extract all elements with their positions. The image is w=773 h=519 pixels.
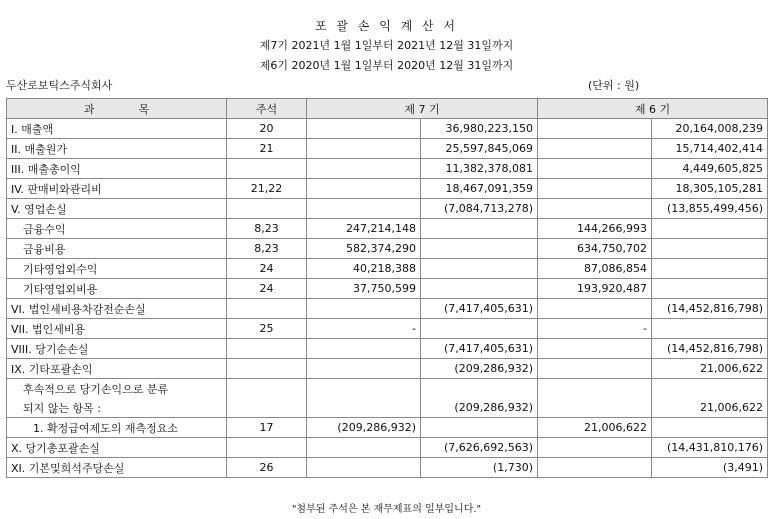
row-prior-total <box>652 279 768 299</box>
row-note <box>227 299 307 319</box>
row-current-total: (7,626,692,563) <box>421 438 538 458</box>
period-prior: 제6기 2020년 1월 1일부터 2020년 12월 31일까지 <box>259 59 514 72</box>
row-prior-sub: 21,006,622 <box>538 418 652 438</box>
row-label: X. 당기총포괄손실 <box>7 438 227 458</box>
row-current-sub: (209,286,932) <box>307 418 421 438</box>
row-current-sub: 37,750,599 <box>307 279 421 299</box>
row-current-total <box>421 259 538 279</box>
row-current-sub <box>307 179 421 199</box>
header-item: 과 목 <box>7 99 227 119</box>
row-prior-sub: 144,266,993 <box>538 219 652 239</box>
row-prior-total <box>652 259 768 279</box>
table-row <box>7 219 768 239</box>
row-current-sub <box>307 299 421 319</box>
row-prior-sub <box>538 159 652 179</box>
row-prior-total <box>652 219 768 239</box>
row-prior-sub <box>538 199 652 219</box>
row-prior-total: (13,855,499,456) <box>652 199 768 219</box>
row-label: 되지 않는 항목 : <box>7 398 227 418</box>
row-prior-sub: - <box>538 319 652 339</box>
table-row <box>7 239 768 259</box>
table-row <box>7 418 768 438</box>
table-row <box>7 359 768 379</box>
row-current-total: (7,417,405,631) <box>421 299 538 319</box>
table-header-row <box>7 99 768 119</box>
row-note: 24 <box>227 279 307 299</box>
row-current-total <box>421 319 538 339</box>
row-prior-sub: 193,920,487 <box>538 279 652 299</box>
row-prior-sub <box>538 139 652 159</box>
row-prior-total: (14,431,810,176) <box>652 438 768 458</box>
row-current-sub <box>307 159 421 179</box>
row-label: 후속적으로 당기손익으로 분류 <box>7 379 227 399</box>
row-label: VIII. 당기순손실 <box>7 339 227 359</box>
row-prior-sub <box>538 339 652 359</box>
table-row <box>7 438 768 458</box>
table-row <box>7 339 768 359</box>
row-current-sub: 582,374,290 <box>307 239 421 259</box>
table-row <box>7 299 768 319</box>
row-current-total: 25,597,845,069 <box>421 139 538 159</box>
row-current-total: 18,467,091,359 <box>421 179 538 199</box>
row-prior-total: (3,491) <box>652 458 768 478</box>
footer-note: "첨부된 주석은 본 재무제표의 일부입니다." <box>291 504 482 515</box>
row-label: 금융비용 <box>7 239 227 259</box>
row-current-sub <box>307 339 421 359</box>
table-row <box>7 379 768 399</box>
row-current-total <box>421 219 538 239</box>
row-current-total: (1,730) <box>421 458 538 478</box>
table-row <box>7 458 768 478</box>
row-prior-total: 4,449,605,825 <box>652 159 768 179</box>
row-current-sub <box>307 438 421 458</box>
table-row <box>7 199 768 219</box>
row-label: IV. 판매비와관리비 <box>7 179 227 199</box>
row-note <box>227 398 307 418</box>
table-row <box>7 398 768 418</box>
row-note <box>227 359 307 379</box>
row-current-total: 36,980,223,150 <box>421 119 538 139</box>
row-prior-sub <box>538 458 652 478</box>
header-prior-period: 제 6 기 <box>538 99 768 119</box>
statement-title: 포 괄 손 익 계 산 서 <box>314 19 459 33</box>
row-prior-sub: 87,086,854 <box>538 259 652 279</box>
row-current-sub: 40,218,388 <box>307 259 421 279</box>
income-statement-table <box>6 98 768 478</box>
table-row <box>7 259 768 279</box>
row-label: III. 매출총이익 <box>7 159 227 179</box>
row-prior-total: 20,164,008,239 <box>652 119 768 139</box>
row-prior-total: 15,714,402,414 <box>652 139 768 159</box>
row-prior-total <box>652 379 768 399</box>
row-label: IX. 기타포괄손익 <box>7 359 227 379</box>
row-label: 기타영업외비용 <box>7 279 227 299</box>
row-note: 8,23 <box>227 239 307 259</box>
row-prior-total <box>652 319 768 339</box>
table-row <box>7 119 768 139</box>
row-current-total <box>421 239 538 259</box>
row-prior-total: 21,006,622 <box>652 359 768 379</box>
row-prior-sub <box>538 438 652 458</box>
row-prior-sub <box>538 179 652 199</box>
row-note: 20 <box>227 119 307 139</box>
table-row <box>7 179 768 199</box>
period-current: 제7기 2021년 1월 1일부터 2021년 12월 31일까지 <box>259 39 514 52</box>
row-current-sub: - <box>307 319 421 339</box>
row-label: II. 매출원가 <box>7 139 227 159</box>
row-current-sub <box>307 359 421 379</box>
row-prior-total: 18,305,105,281 <box>652 179 768 199</box>
row-prior-sub <box>538 379 652 399</box>
company-name: 두산로보틱스주식회사 <box>6 79 113 92</box>
row-label: 기타영업외수익 <box>7 259 227 279</box>
unit-label: (단위 : 원) <box>588 79 640 92</box>
row-current-sub <box>307 119 421 139</box>
row-note <box>227 438 307 458</box>
row-current-total <box>421 379 538 399</box>
header-current-period: 제 7 기 <box>307 99 538 119</box>
row-label: 1. 확정급여제도의 재측정요소 <box>7 418 227 438</box>
row-prior-sub: 634,750,702 <box>538 239 652 259</box>
row-prior-sub <box>538 398 652 418</box>
table-row <box>7 319 768 339</box>
row-label: V. 영업손실 <box>7 199 227 219</box>
table-row <box>7 279 768 299</box>
row-prior-total <box>652 239 768 259</box>
row-current-total <box>421 279 538 299</box>
row-current-sub <box>307 199 421 219</box>
row-prior-sub <box>538 359 652 379</box>
row-current-sub <box>307 458 421 478</box>
row-prior-sub <box>538 299 652 319</box>
row-note: 21 <box>227 139 307 159</box>
row-prior-total <box>652 418 768 438</box>
row-current-total: (7,084,713,278) <box>421 199 538 219</box>
row-note: 25 <box>227 319 307 339</box>
row-note: 17 <box>227 418 307 438</box>
row-label: VI. 법인세비용차감전순손실 <box>7 299 227 319</box>
row-label: 금융수익 <box>7 219 227 239</box>
row-prior-total: (14,452,816,798) <box>652 299 768 319</box>
row-current-sub <box>307 398 421 418</box>
row-label: I. 매출액 <box>7 119 227 139</box>
row-current-total: (209,286,932) <box>421 398 538 418</box>
row-prior-total: (14,452,816,798) <box>652 339 768 359</box>
row-current-total <box>421 418 538 438</box>
row-label: VII. 법인세비용 <box>7 319 227 339</box>
row-prior-total: 21,006,622 <box>652 398 768 418</box>
row-note: 26 <box>227 458 307 478</box>
row-current-sub <box>307 379 421 399</box>
row-current-total: (209,286,932) <box>421 359 538 379</box>
row-note: 8,23 <box>227 219 307 239</box>
table-row <box>7 159 768 179</box>
row-current-total: (7,417,405,631) <box>421 339 538 359</box>
row-current-sub <box>307 139 421 159</box>
row-current-total: 11,382,378,081 <box>421 159 538 179</box>
row-note <box>227 199 307 219</box>
row-note <box>227 379 307 399</box>
table-row <box>7 139 768 159</box>
row-current-sub: 247,214,148 <box>307 219 421 239</box>
row-label: XI. 기본및희석주당손실 <box>7 458 227 478</box>
row-note: 21,22 <box>227 179 307 199</box>
row-prior-sub <box>538 119 652 139</box>
header-note: 주석 <box>227 99 307 119</box>
row-note <box>227 339 307 359</box>
row-note <box>227 159 307 179</box>
row-note: 24 <box>227 259 307 279</box>
